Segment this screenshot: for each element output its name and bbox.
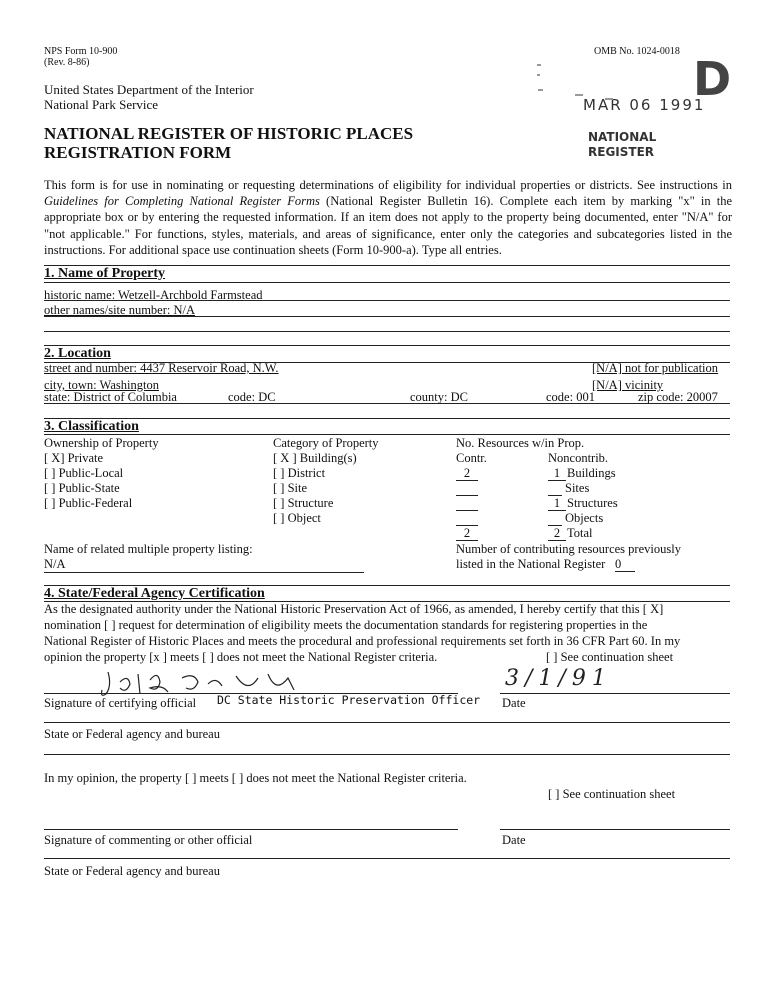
contributing-header: Contr. [456, 451, 487, 465]
signature-label: Signature of certifying official [44, 696, 197, 710]
date-label-2: Date [502, 833, 526, 847]
stamp-national: NATIONAL [588, 130, 657, 144]
form-number: NPS Form 10-900 [44, 46, 118, 57]
opinion-line: In my opinion, the property [ ] meets [ ] does not meet the National Register criteria. [44, 771, 467, 785]
divider [44, 331, 730, 332]
stamp-letter: D [693, 52, 732, 106]
ownership-title: Ownership of Property [44, 436, 159, 450]
form-subtitle: REGISTRATION FORM [44, 143, 232, 162]
divider [44, 300, 730, 301]
official-title: DC State Historic Preservation Officer [217, 693, 481, 707]
category-site: [ ] Site [273, 481, 308, 495]
omb-number: OMB No. 1024-0018 [594, 46, 680, 57]
contributing-structures [456, 496, 478, 511]
noncontributing-buildings: 1 [548, 466, 566, 481]
form-title: NATIONAL REGISTER OF HISTORIC PLACES [44, 124, 414, 143]
noncontributing-objects [548, 511, 562, 526]
agency-bureau-label: State or Federal agency and bureau [44, 727, 220, 741]
vicinity: [N/A] vicinity [592, 378, 664, 392]
label-structures: Structures [567, 496, 618, 510]
contributing-buildings: 2 [456, 466, 478, 481]
divider [44, 403, 730, 404]
divider [44, 316, 730, 317]
certification-line-3: National Register of Historic Places and meets the procedural and professional requirements set forth in 36 CFR Part 60. In my [44, 634, 681, 648]
divider [44, 829, 458, 830]
divider [44, 754, 730, 755]
divider [44, 858, 730, 859]
divider [500, 829, 730, 830]
handwritten-date: 3/1/91 [505, 666, 612, 691]
ownership-public-local: [ ] Public-Local [44, 466, 124, 480]
label-buildings: Buildings [567, 466, 616, 480]
noncontributing-structures: 1 [548, 496, 566, 511]
label-objects: Objects [565, 511, 604, 525]
resources-title: No. Resources w/in Prop. [456, 436, 585, 450]
city-town: city, town: Washington [44, 378, 159, 392]
divider [44, 345, 730, 346]
county: county: DC [410, 390, 468, 404]
category-district: [ ] District [273, 466, 326, 480]
zip-code: zip code: 20007 [638, 390, 718, 404]
related-listing-value: N/A [44, 557, 66, 571]
category-object: [ ] Object [273, 511, 321, 525]
section-3-heading: 3. Classification [44, 419, 139, 434]
category-title: Category of Property [273, 436, 379, 450]
contributing-previously-label: Number of contributing resources previously [456, 542, 681, 556]
contributing-objects [456, 511, 478, 526]
divider [44, 434, 730, 435]
historic-name: historic name: Wetzell-Archbold Farmstead [44, 288, 263, 302]
agency-bureau-label-2: State or Federal agency and bureau [44, 864, 220, 878]
stamp-register: REGISTER [588, 145, 655, 159]
department: United States Department of the Interior [44, 82, 254, 97]
divider [44, 572, 364, 573]
noncontributing-total: 2 [548, 526, 566, 541]
agency: National Park Service [44, 97, 159, 112]
ownership-public-federal: [ ] Public-Federal [44, 496, 133, 510]
ownership-private: [ X] Private [44, 451, 104, 465]
state: state: District of Columbia [44, 390, 177, 404]
certification-line-4: opinion the property [x ] meets [ ] does not meet the National Register criteria. [44, 650, 438, 664]
street-address: street and number: 4437 Reservoir Road, N.W. [44, 361, 279, 375]
section-2-heading: 2. Location [44, 346, 111, 361]
label-sites: Sites [565, 481, 590, 495]
stamp-smudge [535, 55, 695, 105]
divider [44, 418, 730, 419]
contributing-previously-line2: listed in the National Register [456, 557, 606, 571]
other-names: other names/site number: N/A [44, 303, 196, 317]
county-code: code: 001 [546, 390, 595, 404]
related-listing-label: Name of related multiple property listing: [44, 542, 253, 556]
noncontributing-sites [548, 481, 562, 496]
commenting-signature-label: Signature of commenting or other official [44, 833, 253, 847]
certification-line-1: As the designated authority under the National Historic Preservation Act of 1966, as amended, I hereby certify that this [ X] [44, 602, 664, 616]
noncontributing-header: Noncontrib. [548, 451, 609, 465]
contributing-sites [456, 481, 478, 496]
divider [44, 722, 730, 723]
certification-line-2: nomination [ ] request for determination of eligibility meets the documentation standards for registering properties in the [44, 618, 648, 632]
see-continuation-sheet-2: [ ] See continuation sheet [548, 787, 676, 801]
divider [44, 282, 730, 283]
date-label: Date [502, 696, 526, 710]
category-structure: [ ] Structure [273, 496, 334, 510]
see-continuation-sheet: [ ] See continuation sheet [546, 650, 674, 664]
section-1-heading: 1. Name of Property [44, 266, 166, 281]
instructions-paragraph: This form is for use in nominating or requesting determinations of eligibility for individual properties or districts. See instructions in Guidelines for Completing National Register Forms (National Register Bulletin 16). Complete each item by marking "x" in the appropriate box or by entering the requested information. If an item does not apply to the property being documented, enter "N/A" for "not applicable." For functions, styles, materials, and areas of significance, enter only the categories and subcategories listed in the instructions. For additional space use continuation sheets (Form 10-900-a). Type all entries. [44, 178, 732, 257]
not-for-publication: [N/A] not for publication [592, 361, 719, 375]
label-total: Total [567, 526, 593, 540]
received-stamp-date: MAR 06 1991 [583, 96, 706, 114]
ownership-public-state: [ ] Public-State [44, 481, 120, 495]
section-4-heading: 4. State/Federal Agency Certification [44, 586, 265, 601]
contributing-previously-value: 0 [615, 557, 635, 572]
form-revision: (Rev. 8-86) [44, 57, 90, 68]
category-building: [ X ] Building(s) [273, 451, 357, 465]
contributing-total: 2 [456, 526, 478, 541]
state-code: code: DC [228, 390, 276, 404]
divider [500, 693, 730, 694]
